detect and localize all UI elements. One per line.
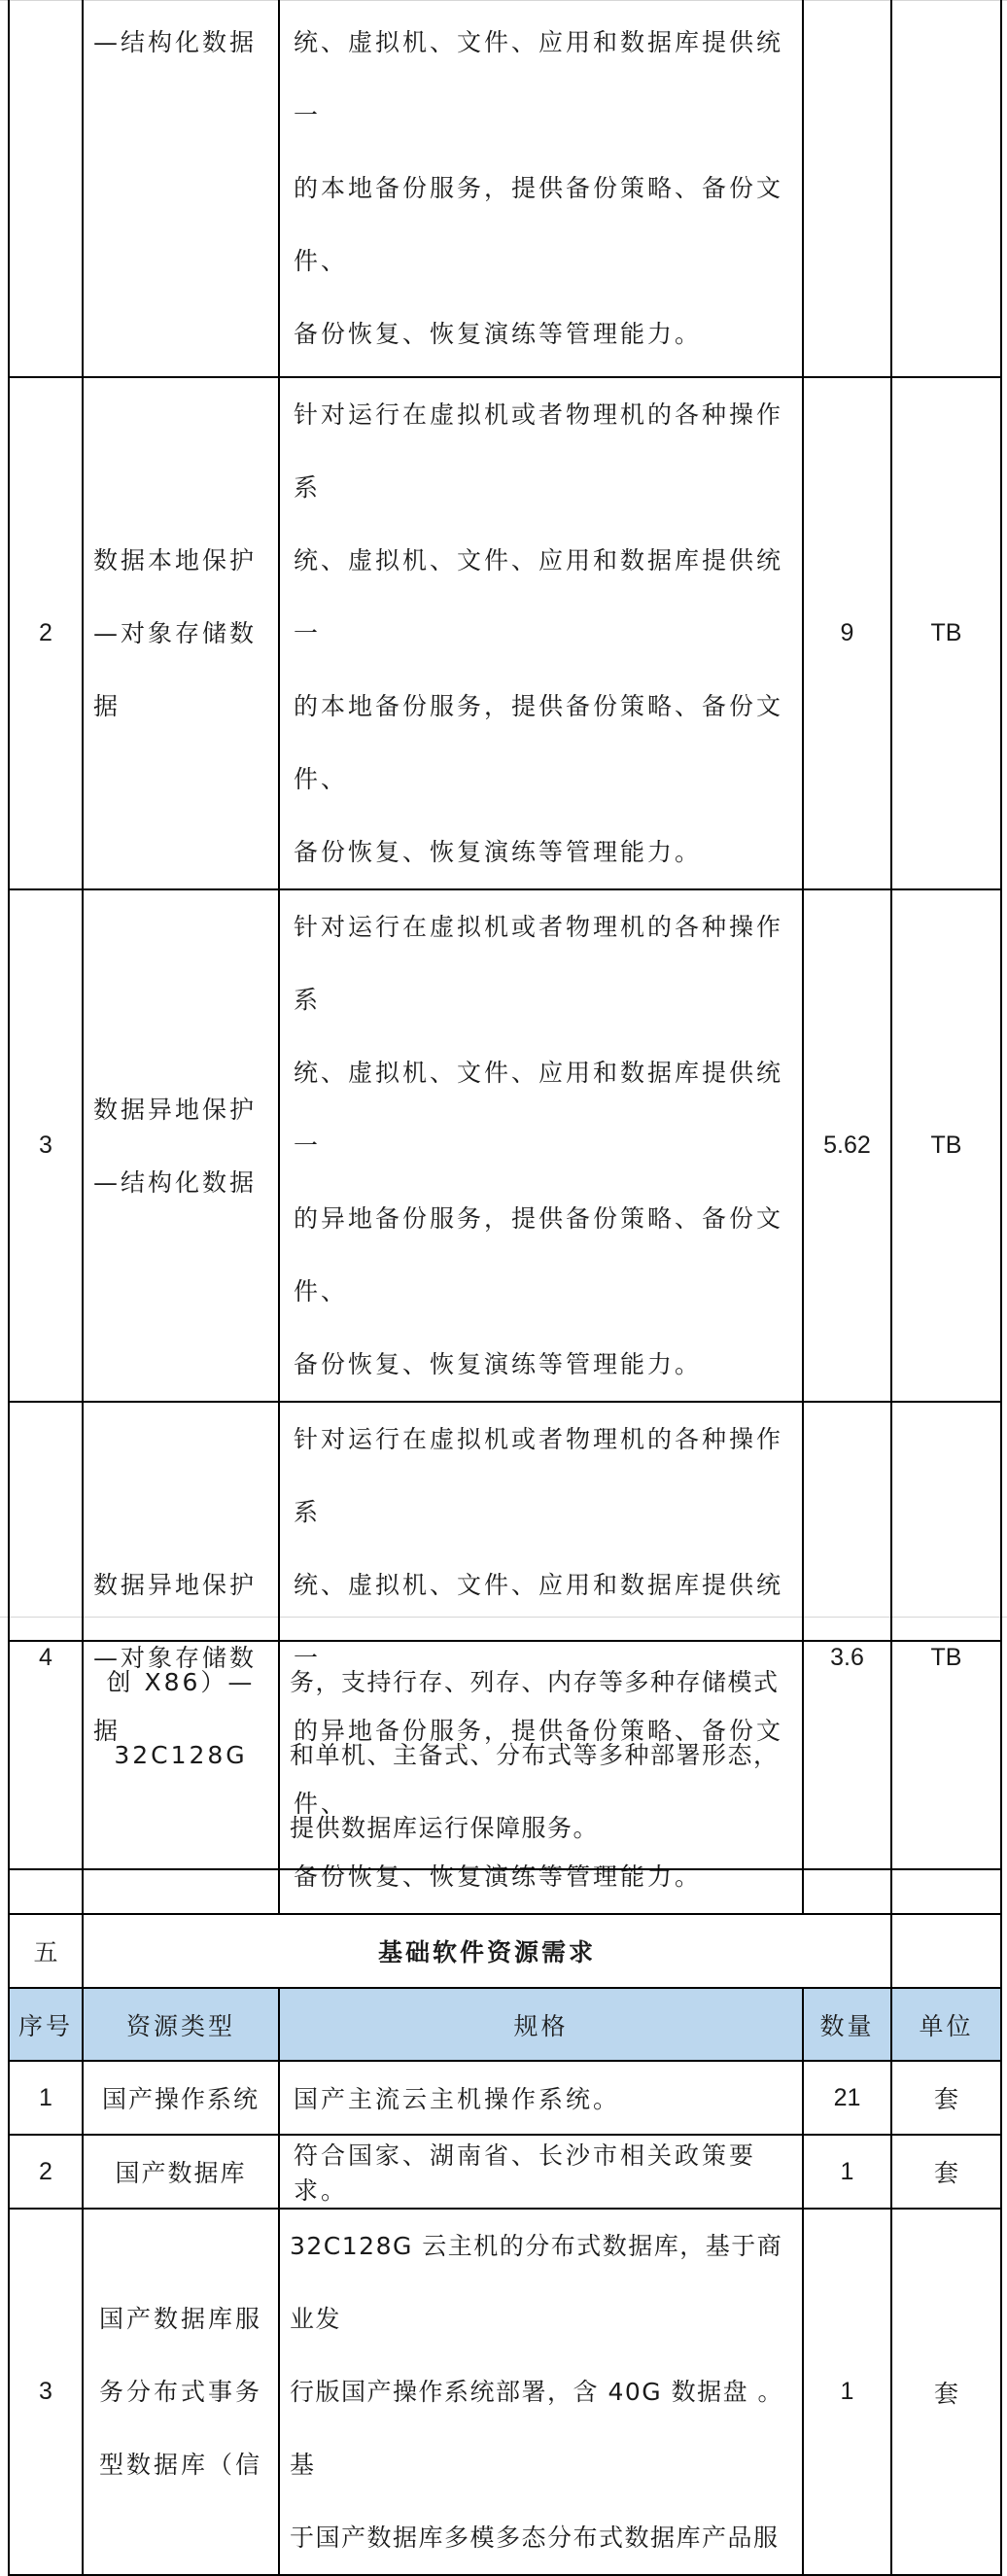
resource-type-line: 数据异地保护 — [93, 1095, 258, 1124]
row-number: 2 — [9, 377, 83, 889]
unit: TB — [891, 377, 1001, 889]
table-row — [9, 2135, 1001, 2209]
unit — [891, 1641, 1001, 1869]
resource-table-upper — [8, 0, 1002, 2576]
resource-type-line: 务分布式事务 — [98, 2378, 262, 2406]
resource-type — [83, 1641, 279, 1869]
spec-line: 的本地备份服务，提供备份策略、备份文件、 — [294, 692, 784, 793]
spec-line: 于国产数据库多模多态分布式数据库产品服 — [290, 2524, 780, 2552]
spec-line: 的异地备份服务，提供备份策略、备份文件、 — [294, 1717, 784, 1818]
resource-type-line: 据 — [93, 1717, 122, 1745]
row-number: 4 — [9, 1402, 83, 1914]
table-header — [9, 1988, 1001, 2061]
table-row — [9, 377, 1001, 889]
row-number — [9, 1641, 83, 1869]
spec-line: 备份恢复、恢复演练等管理能力。 — [294, 1862, 703, 1891]
resource-table-lower — [8, 1640, 1002, 1870]
header-type: 资源类型 — [83, 1988, 279, 2061]
header-qty: 数量 — [803, 1988, 891, 2061]
spec-line: 符合国家、湖南省、长沙市相关政策要求。 — [294, 2141, 757, 2205]
spec-line: 统、虚拟机、文件、应用和数据库提供统一 — [294, 546, 784, 647]
spec-line: 32C128G 云主机的分布式数据库，基于商业发 — [290, 2232, 783, 2333]
row-number: 2 — [9, 2135, 83, 2209]
resource-type — [83, 2135, 279, 2209]
spec-line: 的本地备份服务，提供备份策略、备份文件、 — [294, 174, 784, 275]
spec-line: 国产主流云主机操作系统。 — [294, 2085, 621, 2113]
quantity — [803, 0, 891, 377]
spec-line: 备份恢复、恢复演练等管理能力。 — [294, 320, 703, 348]
header-unit: 单位 — [891, 1988, 1001, 2061]
spec-text — [279, 2209, 803, 2575]
resource-type-line: 32C128G — [114, 1741, 248, 1769]
quantity: 9 — [803, 377, 891, 889]
table-row — [9, 1641, 1001, 1869]
table-row — [9, 0, 1001, 377]
quantity: 21 — [803, 2061, 891, 2135]
unit: 套 — [891, 2209, 1001, 2575]
resource-type-line: 据 — [93, 692, 122, 720]
unit: 套 — [891, 2135, 1001, 2209]
spec-line: 针对运行在虚拟机或者物理机的各种操作系 — [294, 913, 784, 1014]
resource-type-line: —结构化数据 — [93, 1167, 258, 1197]
spec-line: 统、虚拟机、文件、应用和数据库提供统一 — [294, 1571, 784, 1672]
resource-type-line: —对象存储数 — [93, 1644, 258, 1672]
spec-text — [279, 889, 803, 1402]
spec-text — [279, 2061, 803, 2135]
row-number: 3 — [9, 889, 83, 1402]
spec-line: 统、虚拟机、文件、应用和数据库提供统一 — [294, 28, 784, 129]
table-row — [9, 889, 1001, 1402]
resource-type-line: 国产数据库 — [115, 2159, 247, 2187]
spec-line: 和单机、主备式、分布式等多种部署形态， — [290, 1741, 780, 1769]
resource-type-line: 国产数据库服 — [98, 2305, 262, 2333]
resource-type — [83, 0, 279, 377]
spec-line: 行版国产操作系统部署，含 40G 数据盘 。基 — [290, 2378, 784, 2479]
resource-type-line: 数据异地保护 — [93, 1571, 258, 1599]
row-number — [9, 0, 83, 377]
quantity: 3.6 — [803, 1402, 891, 1914]
resource-type-line: 数据本地保护 — [93, 546, 258, 574]
row-number: 3 — [9, 2209, 83, 2575]
quantity: 5.62 — [803, 889, 891, 1402]
spec-line: 的异地备份服务，提供备份策略、备份文件、 — [294, 1204, 784, 1305]
quantity — [803, 1641, 891, 1869]
unit — [891, 0, 1001, 377]
spec-line: 针对运行在虚拟机或者物理机的各种操作系 — [294, 1425, 784, 1526]
resource-type-line: —对象存储数 — [93, 619, 258, 647]
resource-type — [83, 2209, 279, 2575]
spec-line: 务，支持行存、列存、内存等多种存储模式 — [290, 1668, 780, 1696]
resource-type-line: 型数据库（信 — [98, 2451, 262, 2479]
resource-type — [83, 889, 279, 1402]
unit: TB — [891, 1402, 1001, 1914]
resource-type-line: —结构化数据 — [93, 28, 258, 56]
row-number: 1 — [9, 2061, 83, 2135]
resource-type — [83, 377, 279, 889]
spec-line: 针对运行在虚拟机或者物理机的各种操作系 — [294, 400, 784, 502]
spec-line: 备份恢复、恢复演练等管理能力。 — [294, 1350, 703, 1378]
resource-type-line: 创 X86）— — [106, 1668, 256, 1696]
spec-line: 统、虚拟机、文件、应用和数据库提供统一 — [294, 1059, 784, 1160]
spec-text — [279, 2135, 803, 2209]
section-title: 基础软件资源需求 — [83, 1914, 891, 1988]
spec-line: 备份恢复、恢复演练等管理能力。 — [294, 838, 703, 866]
spec-text — [279, 377, 803, 889]
header-spec: 规格 — [279, 1988, 803, 2061]
header-no: 序号 — [9, 1988, 83, 2061]
resource-type-line: 国产操作系统 — [101, 2085, 260, 2113]
table-row — [9, 2209, 1001, 2575]
table-row — [9, 2061, 1001, 2135]
unit: 套 — [891, 2061, 1001, 2135]
empty-cell — [891, 1914, 1001, 1988]
unit: TB — [891, 889, 1001, 1402]
spec-text — [279, 1641, 803, 1869]
quantity: 1 — [803, 2135, 891, 2209]
spec-line: 提供数据库运行保障服务。 — [290, 1814, 600, 1842]
spec-text — [279, 0, 803, 377]
section-row — [9, 1914, 1001, 1988]
section-number: 五 — [9, 1914, 83, 1988]
resource-type — [83, 2061, 279, 2135]
quantity: 1 — [803, 2209, 891, 2575]
